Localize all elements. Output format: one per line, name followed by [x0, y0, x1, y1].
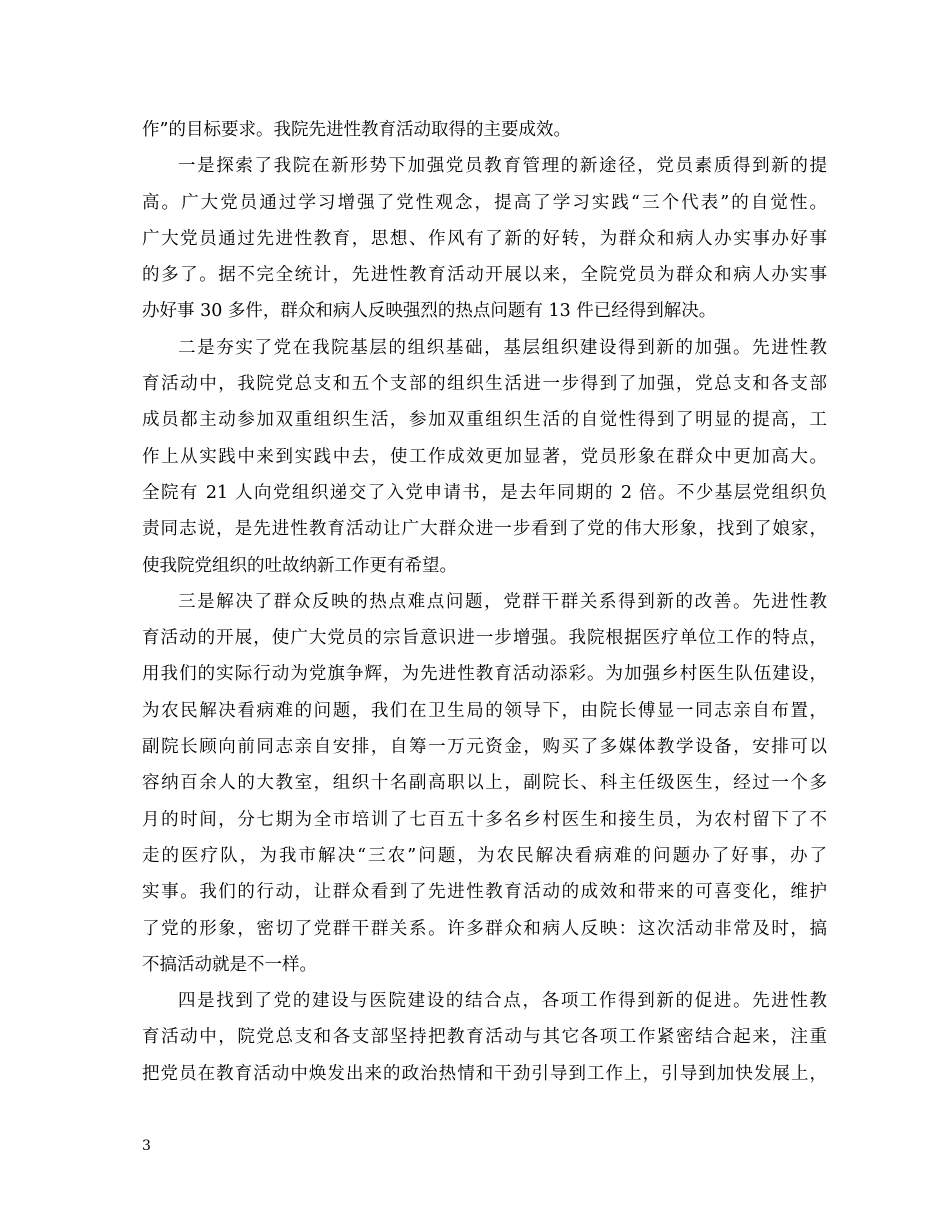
text-line: 四是找到了党的建设与医院建设的结合点，各项工作得到新的促进。先进性教	[178, 991, 827, 1012]
text-line: 全院有 21 人向党组织递交了入党申请书，是去年同期的 2 倍。不少基层党组织负	[142, 482, 827, 503]
paragraph	[142, 148, 827, 329]
text-line: 广大党员通过先进性教育，思想、作风有了新的好转，为群众和病人办实事办好事	[142, 228, 827, 249]
text-line: 育活动中，院党总支和各支部坚持把教育活动与其它各项工作紧密结合起来，注重	[142, 1027, 827, 1048]
paragraph	[142, 112, 827, 148]
text-line: 了党的形象，密切了党群干群关系。许多群众和病人反映：这次活动非常及时，搞	[142, 918, 827, 939]
text-line: 的多了。据不完全统计，先进性教育活动开展以来，全院党员为群众和病人办实事	[142, 265, 827, 286]
paragraph	[142, 330, 827, 584]
text-line: 容纳百余人的大教室，组织十名副高职以上，副院长、科主任级医生，经过一个多	[142, 773, 827, 794]
text-line: 高。广大党员通过学习增强了党性观念，提高了学习实践“三个代表”的自觉性。	[142, 192, 827, 213]
text-line: 办好事 30 多件，群众和病人反映强烈的热点问题有 13 件已经得到解决。	[142, 301, 717, 322]
paragraph	[142, 983, 827, 1092]
text-line: 走的医疗队，为我市解决“三农”问题，为农民解决看病难的问题办了好事，办了	[142, 845, 827, 866]
text-line: 责同志说，是先进性教育活动让广大群众进一步看到了党的伟大形象，找到了娘家，	[142, 519, 827, 540]
text-line: 把党员在教育活动中焕发出来的政治热情和干劲引导到工作上，引导到加快发展上，	[142, 1063, 827, 1084]
text-line: 育活动的开展，使广大党员的宗旨意识进一步增强。我院根据医疗单位工作的特点，	[142, 628, 827, 649]
text-line: 为农民解决看病难的问题，我们在卫生局的领导下，由院长傅显一同志亲自布置，	[142, 700, 827, 721]
text-line: 使我院党组织的吐故纳新工作更有希望。	[142, 555, 457, 576]
text-line: 作上从实践中来到实践中去，使工作成效更加显著，党员形象在群众中更加高大。	[142, 446, 827, 467]
paragraph	[142, 584, 827, 983]
text-line: 二是夯实了党在我院基层的组织基础，基层组织建设得到新的加强。先进性教	[178, 337, 827, 358]
text-line: 不搞活动就是不一样。	[142, 954, 317, 975]
text-line: 育活动中，我院党总支和五个支部的组织生活进一步得到了加强，党总支和各支部	[142, 374, 827, 395]
text-line: 用我们的实际行动为党旗争辉，为先进性教育活动添彩。为加强乡村医生队伍建设，	[142, 664, 827, 685]
text-line: 一是探索了我院在新形势下加强党员教育管理的新途径，党员素质得到新的提	[178, 156, 827, 177]
body-text	[142, 112, 827, 1092]
page-number: 3	[142, 1138, 151, 1154]
text-line: 成员都主动参加双重组织生活，参加双重组织生活的自觉性得到了明显的提高，工	[142, 410, 827, 431]
text-line: 作”的目标要求。我院先进性教育活动取得的主要成效。	[142, 120, 571, 140]
text-line: 三是解决了群众反映的热点难点问题，党群干群关系得到新的改善。先进性教	[178, 591, 827, 612]
text-line: 月的时间，分七期为全市培训了七百五十多名乡村医生和接生员，为农村留下了不	[142, 809, 827, 830]
text-line: 实事。我们的行动，让群众看到了先进性教育活动的成效和带来的可喜变化，维护	[142, 882, 827, 903]
text-line: 副院长顾向前同志亲自安排，自筹一万元资金，购买了多媒体教学设备，安排可以	[142, 737, 827, 758]
